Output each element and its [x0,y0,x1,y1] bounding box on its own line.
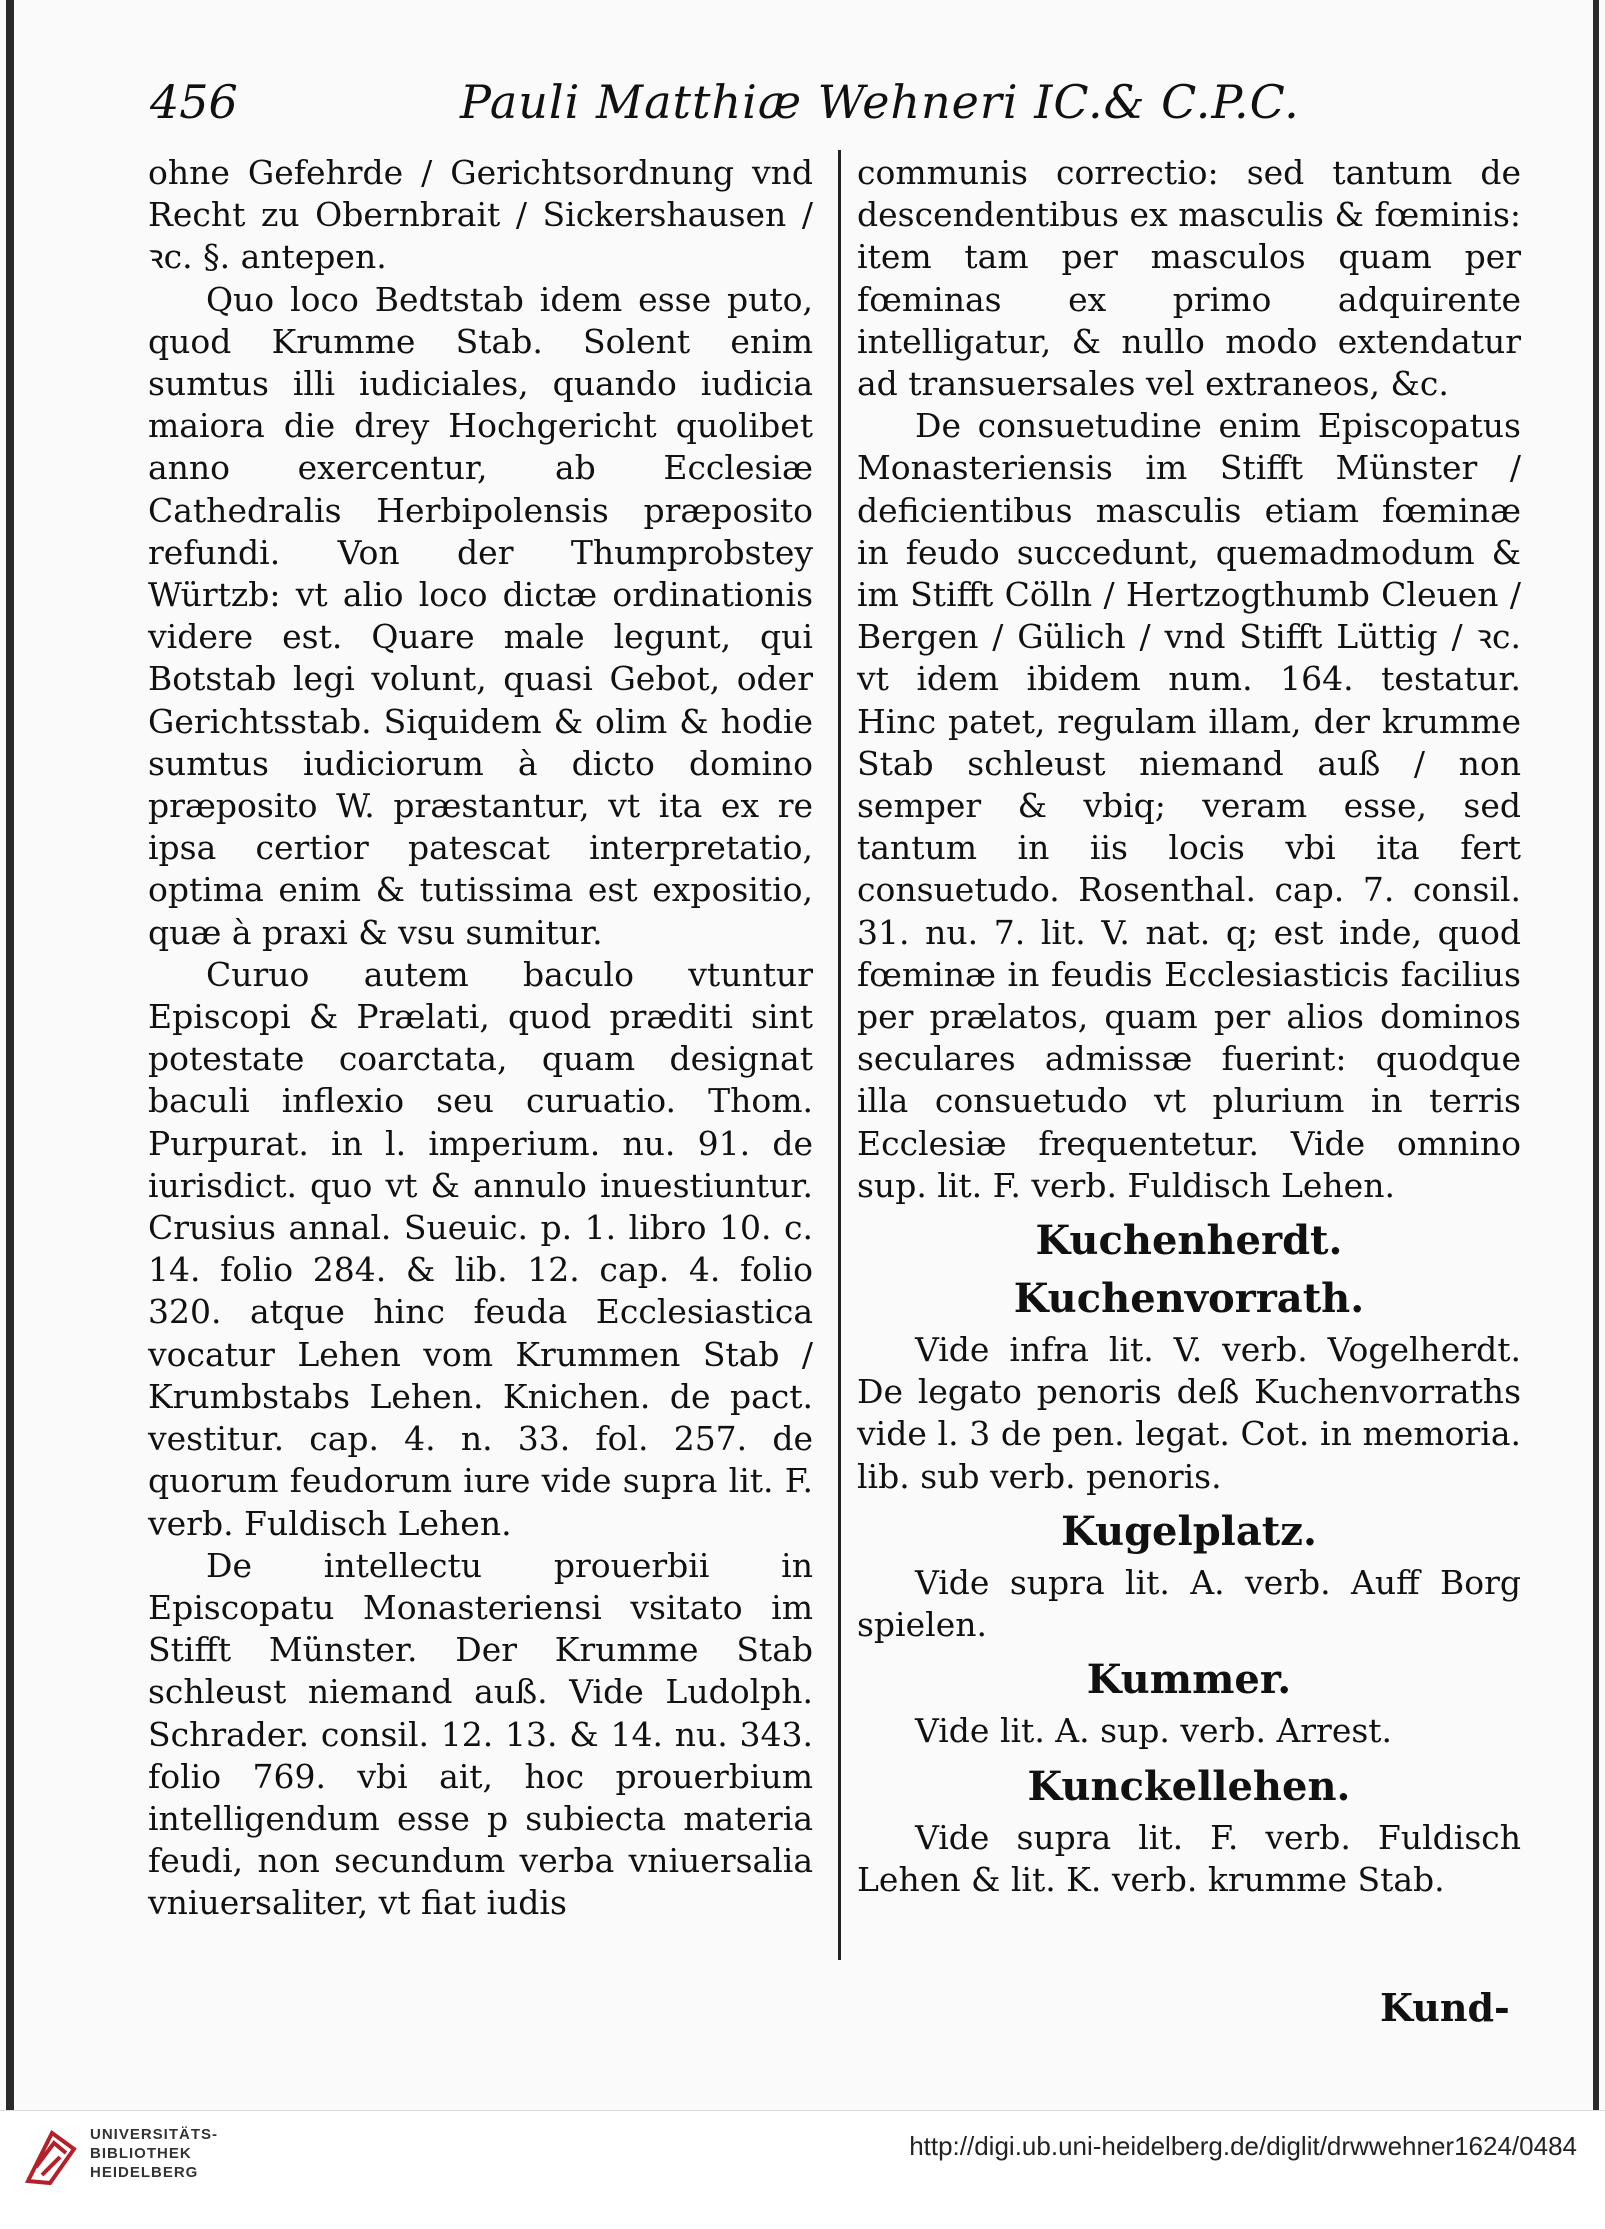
running-head: Pauli Matthiæ Wehneri IC.& C.P.C. [460,75,1300,129]
paragraph: Curuo autem baculo vtuntur Episcopi & Prælati, quod præditi sint potestate coarctata, quam designat baculi inflexio seu curuatio. Thom. Purpurat. in l. imperium. nu. 91. de iurisdict. quo vt & annulo inuestiuntur. Crusius annal. Sueuic. p. 1. libro 10. c. 14. folio 284. & lib. 12. cap. 4. folio 320. atque hinc feuda Ecclesiastica vocatur Lehen vom Krummen Stab / Krumbstabs Lehen. Knichen. de pact. vestitur. cap. 4. n. 33. fol. 257. de quorum feudorum iure vide supra lit. F. verb. Fuldisch Lehen. [148,954,813,1543]
library-name-line: BIBLIOTHEK [90,2145,192,2162]
library-logo-icon [22,2123,80,2187]
library-name-line: UNIVERSITÄTS- [90,2126,219,2143]
right-column [857,152,1521,1901]
entry-text: Vide supra lit. F. verb. Fuldisch Lehen & lit. K. verb. krumme Stab. [857,1817,1521,1899]
entry-heading: Kummer. [1086,1656,1292,1704]
entry-text: Vide infra lit. V. verb. Vogelherdt. De legato penoris deß Kuchenvorraths vide l. 3 de pen. legat. Cot. in memoria. lib. sub verb. penoris. [857,1330,1521,1496]
paragraph: De intellectu prouerbii in Episcopatu Monasteriensi vsitato im Stifft Münster. Der Krumme Stab schleust niemand auß. Vide Ludolph. Schrader. consil. 12. 13. & 14. nu. 343. folio 769. vbi ait, hoc prouerbium intelligendum esse p subiecta materia feudi, non secundum verba vniuersalia vniuersaliter, vt fiat iudis [148,1545,813,1923]
paragraph: communis correctio: sed tantum de descendentibus ex masculis & fœminis: item tam per masculos quam per fœminas ex primo adquirente intelligatur, & nullo modo extendatur ad transuersales vel extraneos, &c. [857,153,1521,404]
page-number: 456 [150,75,238,129]
entry-heading: Kuchenherdt. [1035,1217,1343,1265]
library-name-line: HEIDELBERG [90,2164,199,2181]
paragraph: Quo loco Bedtstab idem esse puto, quod Krumme Stab. Solent enim sumtus illi iudiciales, quando iudicia maiora die drey Hochgericht quolibet anno exercentur, ab Ecclesiæ Cathedralis Herbipolensis præposito refundi. Von der Thumprobstey Würtzb: vt alio loco dictæ ordinationis videre est. Quare male legunt, qui Botstab legi volunt, quasi Gebot, oder Gerichtsstab. Siquidem & olim & hodie sumtus iudiciorum à dicto domino præposito W. præstantur, vt ita ex re ipsa certior patescat interpretatio, optima enim & tutissima est expositio, quæ à praxi & vsu sumitur. [148,279,813,952]
scan-border-right [1593,0,1599,2110]
column-divider [838,150,841,1960]
paragraph: De consuetudine enim Episcopatus Monasteriensis im Stifft Münster / deficientibus masculis etiam fœminæ in feudo succedunt, quemadmodum & im Stifft Cölln / Hertzogthumb Cleuen / Bergen / Gülich / vnd Stifft Lüttig / ꝛc. vt idem ibidem num. 164. testatur. Hinc patet, regulam illam, der krumme Stab schleust niemand auß / non semper & vbiq; veram esse, sed tantum in iis locis vbi ita fert consuetudo. Rosenthal. cap. 7. consil. 31. nu. 7. lit. V. nat. q; est inde, quod fœminæ in feudis Ecclesiasticis facilius per prælatos, quam per alios dominos seculares admissæ fuerint: quodque illa consuetudo vt plurium in terris Ecclesiæ frequentetur. Vide omnino sup. lit. F. verb. Fuldisch Lehen. [857,406,1521,1205]
entry-heading: Kunckellehen. [1027,1762,1351,1810]
paragraph: ohne Gefehrde / Gerichtsordnung vnd Recht zu Obernbrait / Sickershausen / ꝛc. §. antepen. [148,153,813,277]
library-name [90,2125,218,2182]
entry-text: Vide supra lit. A. verb. Auff Borg spielen. [857,1562,1521,1645]
left-column [148,152,813,1925]
entry-heading: Kuchenvorrath. [1013,1275,1365,1323]
permalink-url[interactable]: http://digi.ub.uni-heidelberg.de/diglit/drwwehner1624/0484 [909,2131,1577,2161]
entry-text: Vide lit. A. sup. verb. Arrest. [915,1711,1393,1751]
footer-bar [0,2110,1605,2229]
catchword: Kund- [1380,1985,1510,2030]
entry-heading: Kugelplatz. [1061,1507,1317,1555]
scan-border-left [6,0,14,2110]
